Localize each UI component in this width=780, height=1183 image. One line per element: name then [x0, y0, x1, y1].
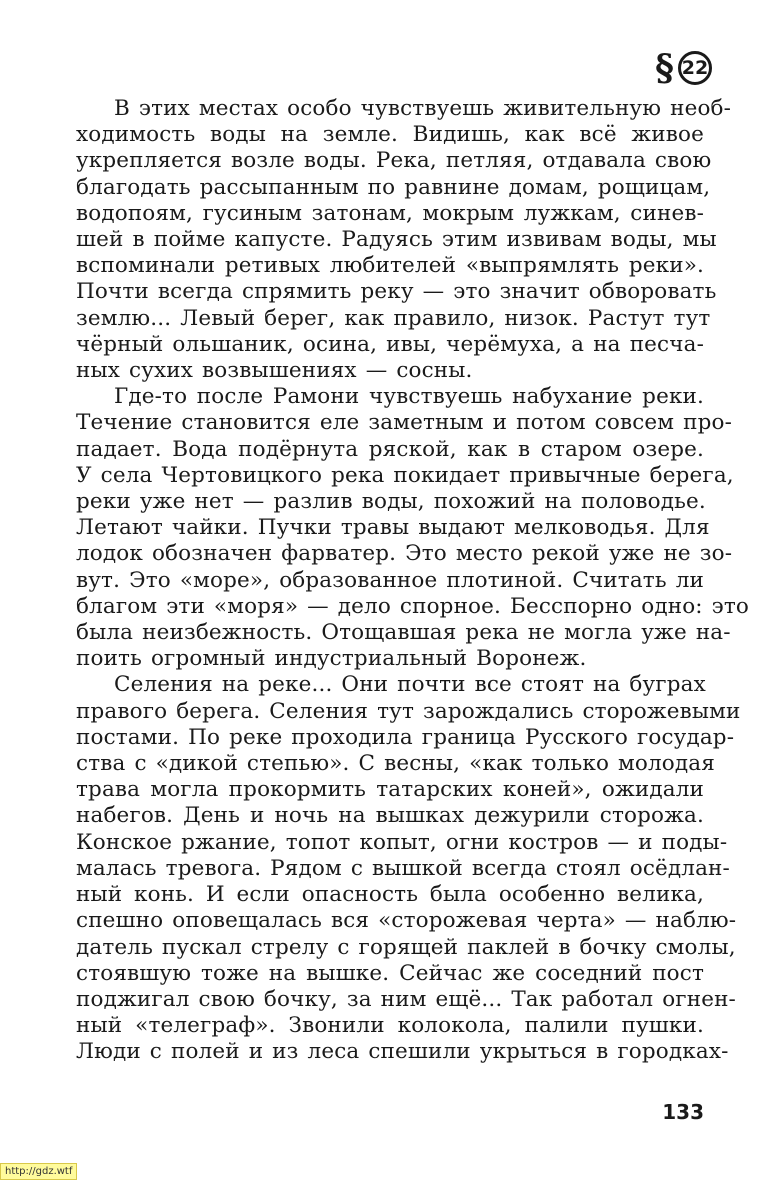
text-line: ства с «дикой степью». С весны, «как только молодая — [76, 751, 715, 777]
text-line: ных сухих возвышениях — сосны. — [76, 358, 473, 384]
text-line: вут. Это «море», образованное плотиной. Считать ли — [76, 567, 704, 593]
text-line: вспоминали ретивых любителей «выпрямлять реки». — [76, 253, 704, 279]
text-line: малась тревога. Рядом с вышкой всегда стоял осёдлан- — [76, 855, 730, 881]
text-line: ный «телеграф». Звонили колокола, палили пушки. — [76, 1013, 704, 1039]
watermark-link[interactable]: http://gdz.wtf — [0, 1163, 77, 1180]
text-line: была неизбежность. Отощавшая река не могла уже на- — [76, 620, 731, 646]
text-line: Селения на реке... Они почти все стоят на буграх — [114, 672, 706, 698]
paragraph-1 — [76, 96, 732, 384]
text-line: чёрный ольшаник, осина, ивы, черёмуха, а на песча- — [76, 331, 704, 357]
text-line: набегов. День и ночь на вышках дежурили сторожа. — [76, 803, 704, 829]
section-number-badge: 22 — [678, 51, 712, 85]
text-line: благом эти «моря» — дело спорное. Бесспорно одно: это — [76, 593, 750, 619]
text-line: постами. По реке проходила граница Русского государ- — [76, 724, 735, 750]
text-line: датель пускал стрелу с горящей паклей в бочку смолы, — [76, 934, 736, 960]
text-line: правого берега. Селения тут зарождались сторожевыми — [76, 698, 741, 724]
text-line: лодок обозначен фарватер. Это место рекой уже не зо- — [76, 541, 733, 567]
text-line: Почти всегда спрямить реку — это значит обворовать — [76, 279, 717, 305]
text-line: водопоям, гусиным затонам, мокрым лужкам, синев- — [76, 200, 704, 226]
text-line: стоявшую тоже на вышке. Сейчас же соседний пост — [76, 960, 704, 986]
text-line: трава могла прокормить татарских коней», ожидали — [76, 777, 704, 803]
text-line: укрепляется возле воды. Река, петляя, отдавала свою — [76, 148, 712, 174]
text-line: шей в пойме капусте. Радуясь этим извивам воды, мы — [76, 227, 717, 253]
text-line: В этих местах особо чувствуешь живительную необ- — [114, 96, 732, 121]
paragraph-3 — [76, 672, 741, 1065]
text-body — [76, 96, 750, 1066]
text-line: землю... Левый берег, как правило, низок. Растут тут — [76, 305, 711, 331]
section-header — [655, 47, 712, 89]
page-number: 133 — [662, 1100, 704, 1124]
section-sign: § — [655, 47, 674, 89]
text-line: Люди с полей и из леса спешили укрыться в городках- — [76, 1039, 729, 1065]
text-line: Конское ржание, топот копыт, огни костров — и поды- — [76, 829, 728, 855]
text-line: Летают чайки. Пучки травы выдают мелководья. Для — [76, 515, 710, 541]
text-line: Течение становится еле заметным и потом совсем про- — [76, 410, 733, 436]
text-line: У села Чертовицкого река покидает привычные берега, — [76, 462, 734, 488]
paragraph-2 — [76, 384, 750, 672]
text-line: реки уже нет — разлив воды, похожий на половодье. — [76, 489, 706, 515]
text-line: поить огромный индустриальный Воронеж. — [76, 646, 587, 672]
text-line: ходимость воды на земле. Видишь, как всё живое — [76, 122, 704, 148]
text-line: ный конь. И если опасность была особенно велика, — [76, 882, 704, 908]
text-line: Где-то после Рамони чувствуешь набухание реки. — [114, 384, 704, 410]
text-line: падает. Вода подёрнута ряской, как в старом озере. — [76, 436, 704, 462]
text-line: спешно оповещалась вся «сторожевая черта» — наблю- — [76, 908, 737, 934]
text-line: поджигал свою бочку, за ним ещё... Так работал огнен- — [76, 986, 736, 1012]
text-line: благодать рассыпанным по равнине домам, рощицам, — [76, 174, 711, 200]
